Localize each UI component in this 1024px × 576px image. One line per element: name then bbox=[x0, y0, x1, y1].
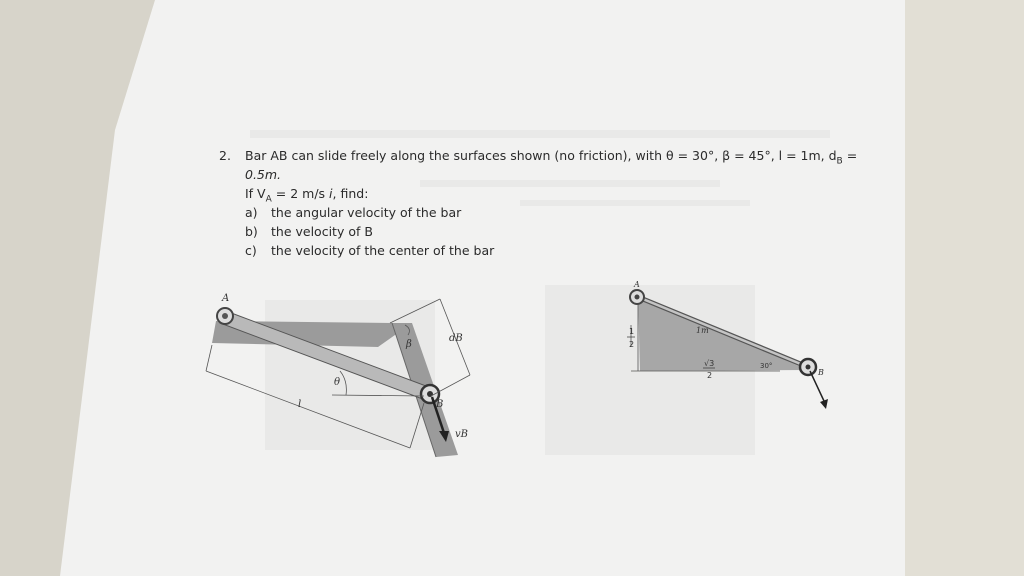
label-db: dB bbox=[449, 333, 463, 344]
part-a-text: the angular velocity of the bar bbox=[271, 205, 462, 220]
label-l: l bbox=[298, 399, 302, 410]
problem-number: 2. bbox=[219, 148, 231, 163]
label-b: B bbox=[818, 368, 824, 377]
label-bar-length: 1m bbox=[696, 326, 709, 335]
part-c bbox=[219, 241, 859, 260]
problem-line-1 bbox=[219, 146, 859, 165]
part-b bbox=[219, 222, 859, 241]
part-b-letter: b) bbox=[245, 224, 258, 239]
label-b: B bbox=[436, 399, 444, 410]
statement-tail: = bbox=[842, 148, 858, 163]
given-subscript-a: A bbox=[265, 194, 272, 205]
problem-statement bbox=[219, 146, 859, 260]
statement-subscript-b: B bbox=[836, 156, 843, 167]
given-line bbox=[219, 184, 859, 203]
label-angle: 30° bbox=[760, 362, 773, 370]
label-beta: β bbox=[406, 339, 412, 350]
given-prefix: If V bbox=[245, 186, 266, 201]
label-a: A bbox=[634, 280, 640, 289]
part-a-letter: a) bbox=[245, 205, 258, 220]
label-a: A bbox=[222, 293, 230, 304]
statement-text: Bar AB can slide freely along the surfaces shown (no friction), with θ = 30°, β = 45°, l = 1m, d bbox=[245, 148, 837, 163]
given-unit-vector: i bbox=[329, 186, 333, 201]
left-figure-bar-diagram bbox=[200, 285, 490, 460]
label-horizontal-numerator: √3 bbox=[704, 359, 715, 368]
label-theta: θ bbox=[334, 377, 341, 388]
problem-line-2 bbox=[219, 165, 859, 184]
given-tail: , find: bbox=[332, 186, 369, 201]
label-horizontal-denominator: 2 bbox=[707, 371, 713, 380]
label-vertical-numerator: 1 bbox=[629, 327, 635, 336]
statement-db-value: 0.5m. bbox=[245, 167, 282, 182]
part-c-text: the velocity of the center of the bar bbox=[271, 243, 495, 258]
part-b-text: the velocity of B bbox=[271, 224, 373, 239]
given-value: = 2 m/s bbox=[271, 186, 330, 201]
label-vertical-denominator: 2 bbox=[629, 340, 635, 349]
part-a bbox=[219, 203, 859, 222]
theta-reference-line bbox=[332, 395, 424, 396]
label-vb: vB bbox=[455, 429, 468, 440]
part-c-letter: c) bbox=[245, 243, 257, 258]
right-figure-triangle-diagram bbox=[610, 275, 840, 415]
